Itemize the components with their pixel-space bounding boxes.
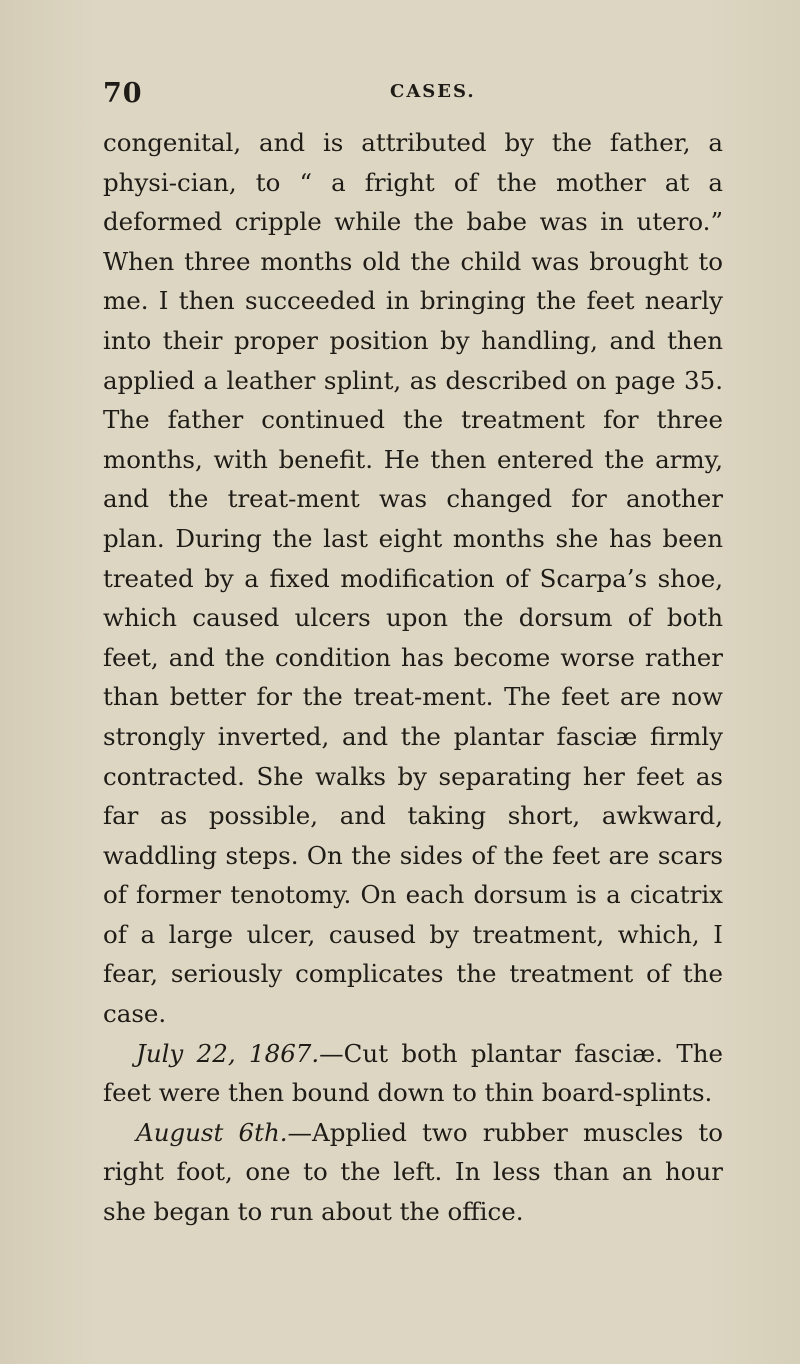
page-number: 70 — [103, 78, 143, 109]
section-title: CASES. — [390, 81, 476, 102]
entry-date: July 22, 1867. — [136, 1038, 320, 1068]
paragraph-case-description: congenital, and is attributed by the father, a physi-cian, to “ a fright of the mother at a deformed cripple while the babe was in utero.” When three months old the child was brought to me. I then succeeded in bringing the feet nearly into their proper position by handling, and then applied a leather splint, as described on page 35. The father continued the treatment for three months, with benefit. He then entered the army, and the treat-ment was changed for another plan. During the last eight months she has been treated by a fixed modification of Scarpa’s shoe, which caused ulcers upon the dorsum of both feet, and the condition has become worse rather than better for the treat-ment. The feet are now strongly inverted, and the plantar fasciæ firmly contracted. She walks by separating her feet as far as possible, and taking short, awkward, waddling steps. On the sides of the feet are scars of former tenotomy. On each dorsum is a cicatrix of a large ulcer, caused by treatment, which, I fear, seriously complicates the treatment of the case. — [103, 128, 723, 1029]
paragraph-july-entry — [103, 1034, 723, 1113]
running-head — [103, 78, 723, 112]
paragraph-august-entry — [103, 1113, 723, 1232]
entry-date: August 6th. — [136, 1117, 288, 1147]
body-text — [103, 123, 723, 1232]
entry-text: —Applied two rubber muscles to right foot, one to the left. In less than an hour she began to run about the office. — [103, 1117, 723, 1227]
entry-text: —Cut both plantar fasciæ. The feet were then bound down to thin board-splints. — [103, 1038, 723, 1108]
